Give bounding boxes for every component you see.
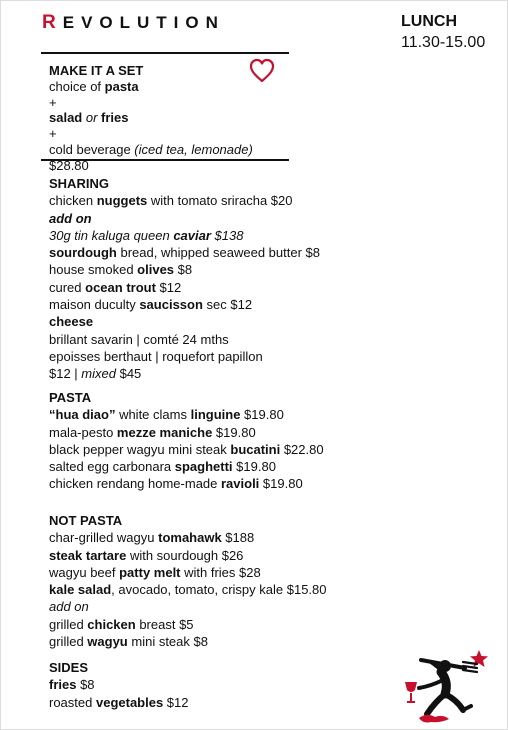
section-title: SHARING [49,176,109,191]
set-title: MAKE IT A SET [49,63,144,78]
section-not-pasta [49,512,349,650]
brand-initial: R [42,12,63,33]
menu-hours [401,11,485,53]
menu-item: epoisses berthaut | roquefort papillon [49,348,263,364]
set-line-salad: salad or fries [49,110,129,126]
section-title: NOT PASTA [49,513,123,528]
fork-runner-mascot-icon [393,644,497,726]
menu-item: fries $8 [49,677,95,693]
menu-item: $12 | mixed $45 [49,366,142,382]
menu-item: maison duculty saucisson sec $12 [49,297,253,313]
addon-label: add on [49,210,92,226]
menu-item: wagyu beef patty melt with fries $28 [49,564,261,580]
heart-icon [249,58,275,84]
menu-item: cured ocean trout $12 [49,279,182,295]
menu-item: char-grilled wagyu tomahawk $188 [49,530,255,546]
menu-item: roasted vegetables $12 [49,694,189,710]
set-plus: + [49,94,57,110]
menu-item: grilled chicken breast $5 [49,616,194,632]
menu-item: house smoked olives $8 [49,262,193,278]
section-title: PASTA [49,390,92,405]
section-sides [49,659,349,711]
menu-item: mala-pesto mezze maniche $19.80 [49,424,256,440]
subsection-title: cheese [49,314,94,330]
section-sharing [49,175,349,383]
menu-item: black pepper wagyu mini steak bucatini $22.80 [49,441,324,457]
brand-name-rest: EVOLUTION [62,13,225,32]
menu-item: brillant savarin | comté 24 mths [49,331,229,347]
menu-item: sourdough bread, whipped seaweed butter $8 [49,245,320,261]
set-line-pasta: choice of pasta [49,78,139,94]
set-line-beverage: cold beverage (iced tea, lemonade) [49,141,253,157]
section-pasta [49,389,349,493]
menu-item: “hua diao” white clams linguine $19.80 [49,407,284,423]
menu-time: 11.30-15.00 [401,34,486,51]
menu-item: kale salad, avocado, tomato, crispy kale $15.80 [49,582,327,598]
set-plus: + [49,126,57,142]
menu-item: grilled wagyu mini steak $8 [49,634,208,650]
menu-item: 30g tin kaluga queen caviar $138 [49,227,244,243]
menu-item: steak tartare with sourdough $26 [49,547,244,563]
section-title: SIDES [49,660,89,675]
menu-item: chicken rendang home-made ravioli $19.80 [49,476,303,492]
addon-label: add on [49,599,89,615]
menu-title: LUNCH [401,13,457,30]
menu-item: chicken nuggets with tomato sriracha $20 [49,193,293,209]
set-price: $28.80 [49,157,89,173]
menu-item: salted egg carbonara spaghetti $19.80 [49,459,276,475]
brand-wordmark [42,12,225,34]
